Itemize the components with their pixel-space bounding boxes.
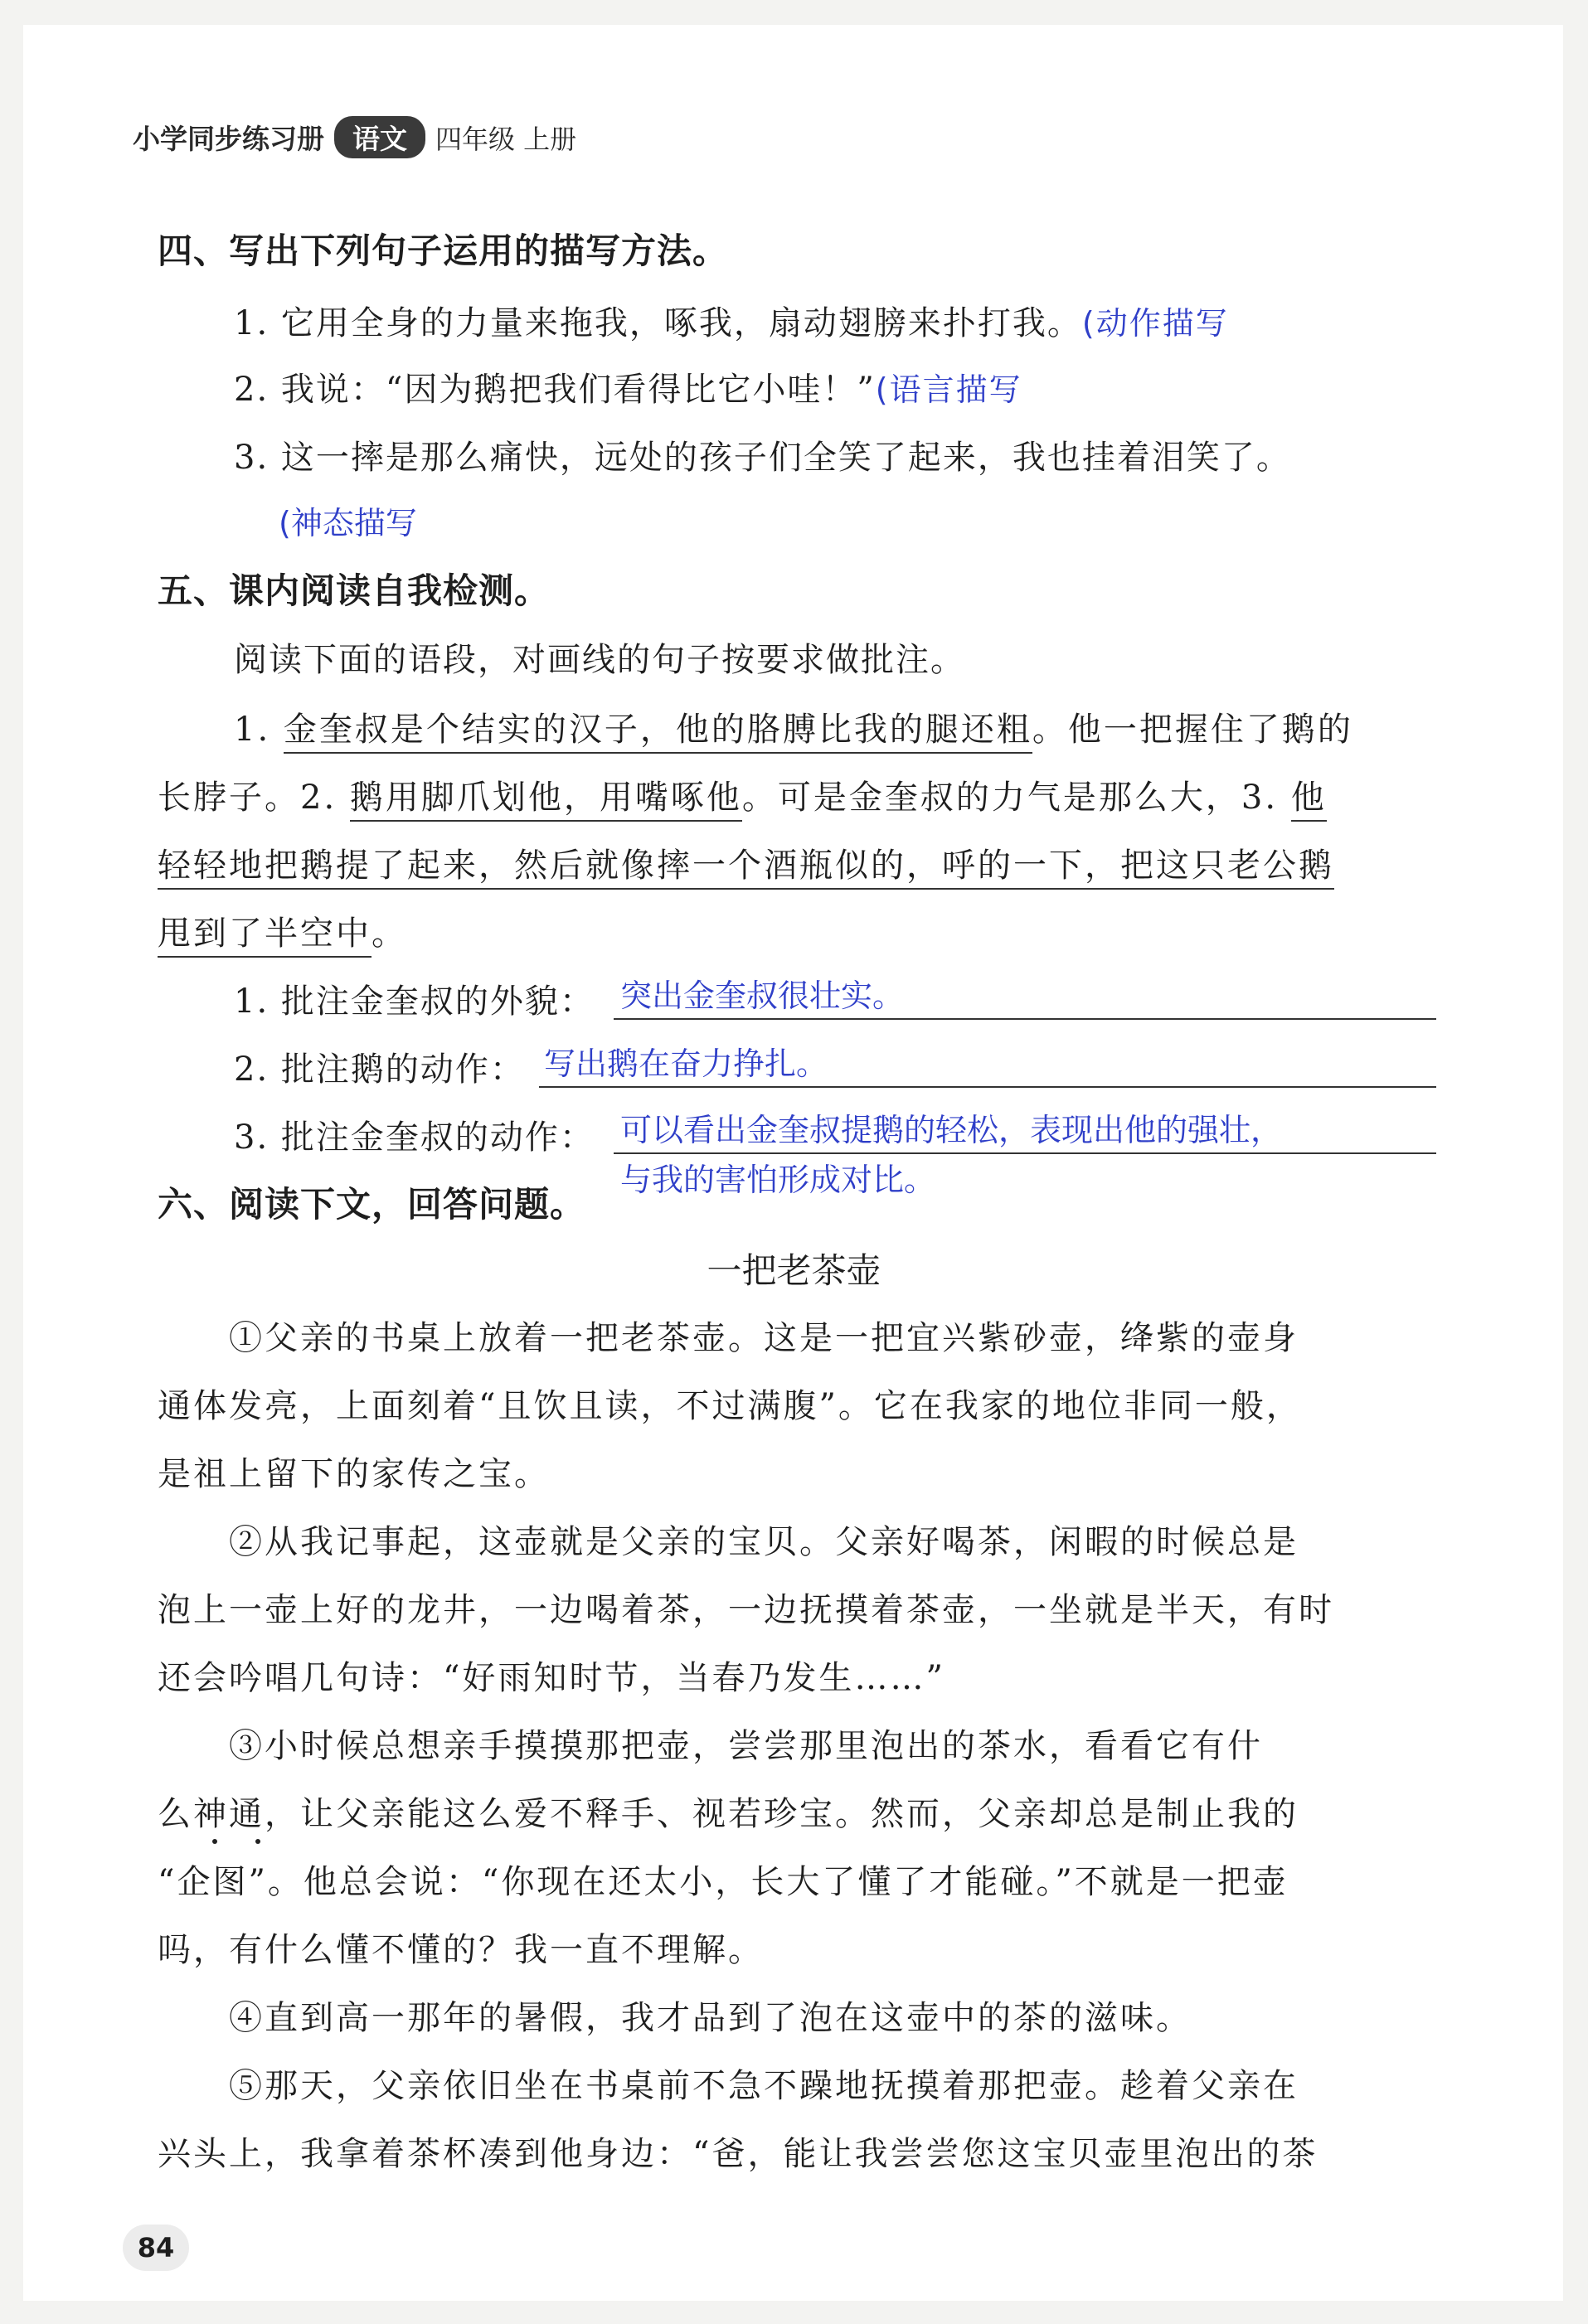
s4-item-2-answer: (语言描写	[875, 371, 1022, 408]
article-line-13: 兴头上，我拿着茶杯凑到他身边：“爸，能让我尝尝您这宝贝壶里泡出的茶	[158, 2135, 1318, 2173]
page-number: 84	[123, 2225, 189, 2271]
article-line-5: 泡上一壶上好的龙井，一边喝着茶，一边抚摸着茶壶，一坐就是半天，有时	[158, 1591, 1334, 1629]
section-6-title: 六、阅读下文，回答问题。	[158, 1184, 586, 1225]
article-line-6: 还会吟唱几句诗：“好雨知时节，当春乃发生……”	[158, 1659, 945, 1697]
s4-item-1-answer: (动作描写	[1081, 305, 1229, 342]
s5-plain-1: 。他一把握住了鹅的	[1032, 711, 1353, 749]
s5-passage-line-3	[158, 839, 1334, 886]
s5-underlined-2: 鹅用脚爪划他，用嘴啄他	[350, 779, 742, 822]
series-title: 小学同步练习册	[133, 123, 324, 155]
article-line-9: “企图”。他总会说：“你现在还太小，长大了懂了才能碰。”不就是一把壶	[158, 1863, 1289, 1901]
s5-passage-line-4	[158, 907, 407, 954]
article-line-1: ①父亲的书桌上放着一把老茶壶。这是一把宜兴紫砂壶，绛紫的壶身	[229, 1319, 1299, 1357]
s5-q3-answer-cont: 与我的害怕形成对比。	[620, 1162, 936, 1198]
s5-marker-1: 1.	[234, 711, 271, 749]
s5-underlined-3a: 他	[1291, 779, 1327, 822]
s5-q3-label: 3. 批注金奎叔的动作：	[234, 1118, 595, 1157]
s4-item-2	[234, 363, 1022, 410]
article-line-3: 是祖上留下的家传之宝。	[158, 1455, 550, 1493]
s5-q1-label: 1. 批注金奎叔的外貌：	[234, 982, 595, 1021]
article-line-2: 通体发亮，上面刻着“且饮且读，不过满腹”。它在我家的地位非同一般，	[158, 1387, 1302, 1425]
s5-underlined-3b: 轻轻地把鹅提了起来，然后就像摔一个酒瓶似的，呼的一下，把这只老公鹅	[158, 847, 1334, 890]
s5-q2-label: 2. 批注鹅的动作：	[234, 1050, 525, 1089]
article-line-12: ⑤那天，父亲依旧坐在书桌前不急不躁地抚摸着那把壶。趁着父亲在	[229, 2067, 1299, 2105]
s5-q3-answer: 可以看出金奎叔提鹅的轻松，表现出他的强壮，	[620, 1112, 1283, 1148]
section-4-title: 四、写出下列句子运用的描写方法。	[158, 230, 729, 271]
s4-item-1	[234, 297, 1229, 344]
s5-plain-2: 。可是金奎叔的力气是那么大，3.	[741, 779, 1279, 817]
s5-q1-answer-line	[614, 1018, 1436, 1020]
s5-underlined-1: 金奎叔是个结实的汉子，他的胳膊比我的腿还粗	[284, 711, 1032, 754]
emphasis-dot	[212, 1839, 217, 1844]
s5-underlined-3c: 甩到了半空中	[158, 915, 372, 958]
s4-item-3-answer: (神态描写	[279, 505, 417, 541]
s5-passage-line-2	[158, 771, 1327, 818]
grade-label: 四年级 上册	[435, 124, 577, 155]
s4-item-1-text: 1. 它用全身的力量来拖我，啄我，扇动翅膀来扑打我。	[234, 304, 1082, 342]
s5-q2-answer: 写出鹅在奋力挣扎。	[544, 1046, 828, 1082]
section-5-title: 五、课内阅读自我检测。	[158, 570, 551, 611]
s5-marker-2: 长脖子。2.	[158, 779, 338, 817]
article-line-7: ③小时候总想亲手摸摸那把壶，尝尝那里泡出的茶水，看看它有什	[229, 1727, 1263, 1765]
article-line-10: 吗，有什么懂不懂的？我一直不理解。	[158, 1931, 764, 1969]
s5-passage-line-1	[234, 703, 1353, 750]
s5-intro: 阅读下面的语段，对画线的句子按要求做批注。	[234, 641, 965, 679]
s4-item-2-text: 2. 我说：“因为鹅把我们看得比它小哇！”	[234, 371, 876, 409]
article-title: 一把老茶壶	[707, 1250, 881, 1291]
s4-item-3-text: 3. 这一摔是那么痛快，远处的孩子们全笑了起来，我也挂着泪笑了。	[234, 439, 1291, 477]
subject-badge: 语文	[334, 116, 425, 158]
s5-q2-answer-line	[539, 1086, 1436, 1088]
article-line-11: ④直到高一那年的暑假，我才品到了泡在这壶中的茶的滋味。	[229, 1999, 1192, 2037]
s5-q1-answer: 突出金奎叔很壮实。	[620, 978, 905, 1014]
s5-plain-4: 。	[372, 915, 407, 953]
article-line-8: 么神通，让父亲能这么爱不释手、视若珍宝。然而，父亲却总是制止我的	[158, 1795, 1299, 1833]
article-line-4: ②从我记事起，这壶就是父亲的宝贝。父亲好喝茶，闲暇的时候总是	[229, 1523, 1299, 1561]
emphasis-dot	[255, 1839, 260, 1844]
running-header	[133, 116, 576, 158]
